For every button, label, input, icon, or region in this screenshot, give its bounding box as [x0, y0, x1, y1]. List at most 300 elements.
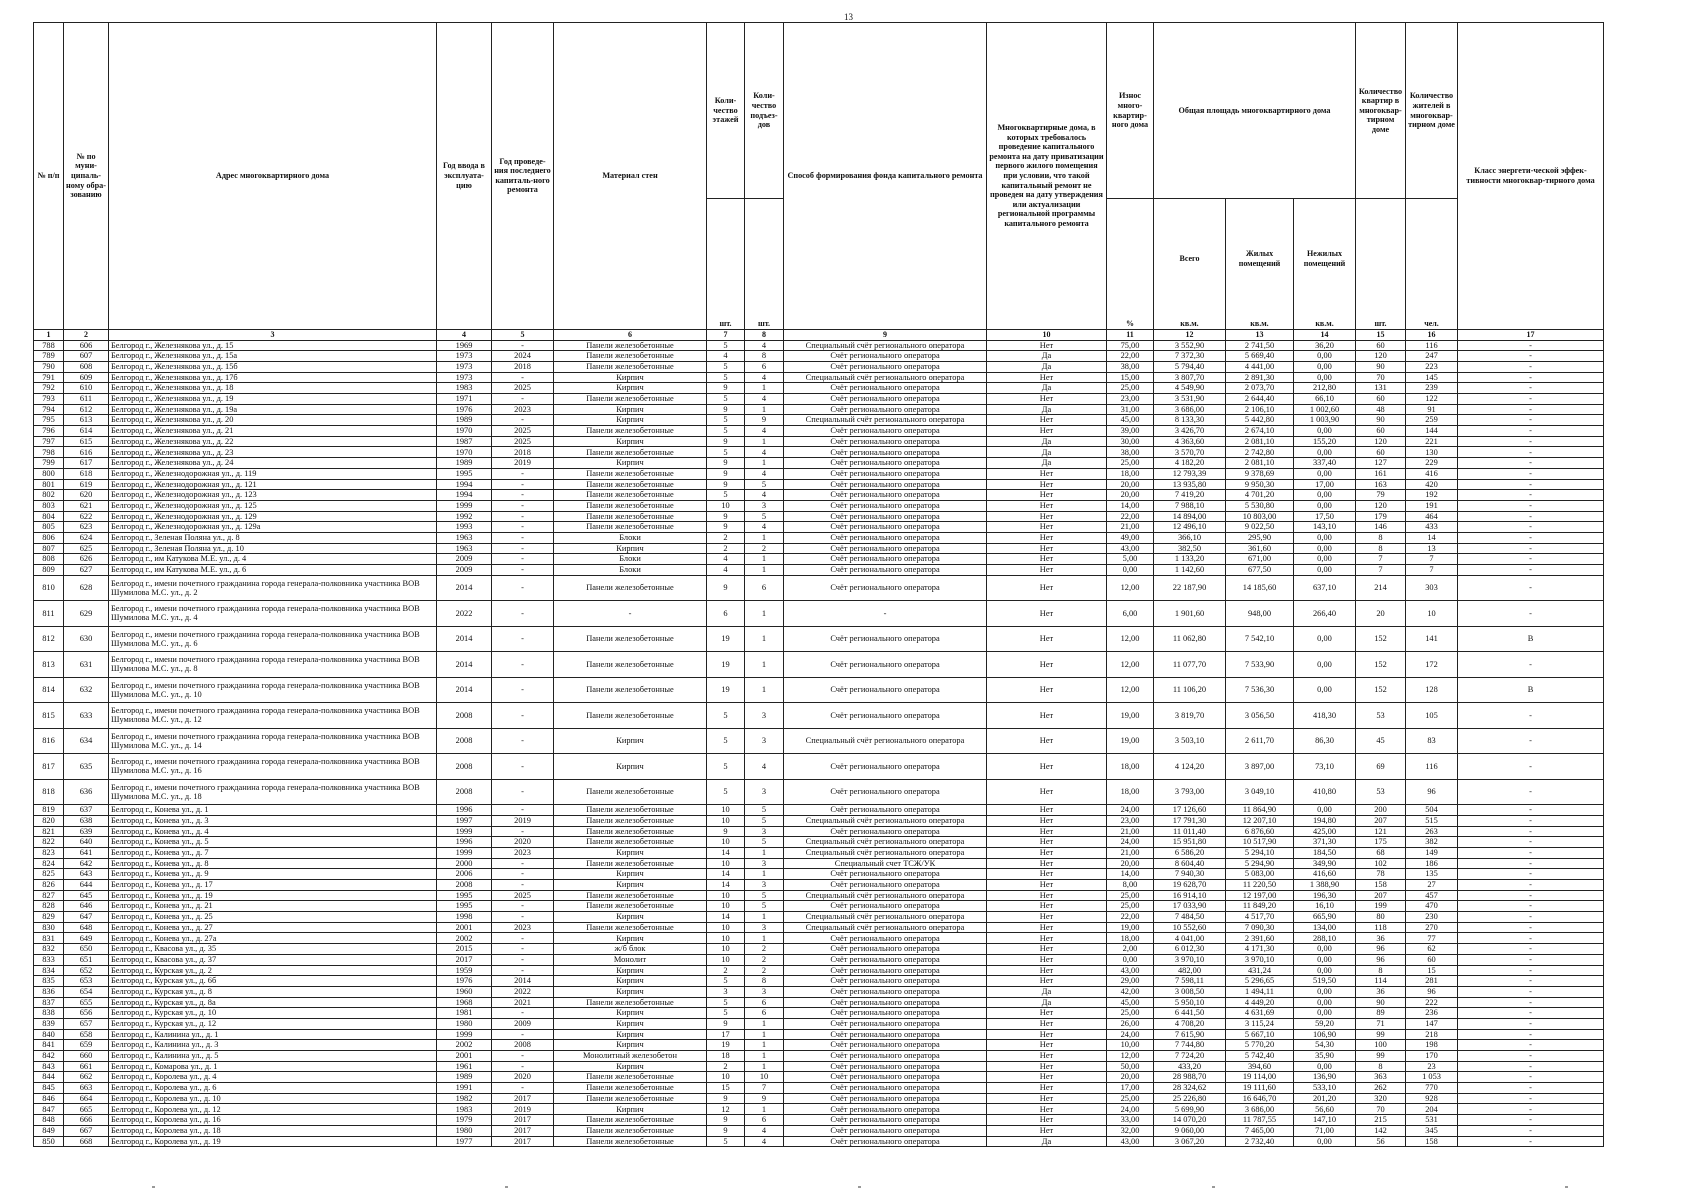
cell-area-living: 2 891,30	[1226, 372, 1294, 383]
cell-apartments: 163	[1356, 479, 1406, 490]
cell-area-living: 7 533,90	[1226, 652, 1294, 678]
table-row	[34, 404, 1604, 415]
cell-year-built: 1963	[437, 543, 492, 554]
cell-apartments: 131	[1356, 383, 1406, 394]
cell-row-num: 807	[34, 543, 64, 554]
cell-last-repair: -	[492, 912, 554, 923]
cell-area-living: 2 081,10	[1226, 458, 1294, 469]
cell-wall-material: Кирпич	[554, 1040, 707, 1051]
cell-wear: 42,00	[1107, 986, 1154, 997]
cell-floors: 5	[707, 703, 745, 729]
cell-residents: 130	[1406, 447, 1458, 458]
table-row	[34, 703, 1604, 729]
cell-apartments: 214	[1356, 575, 1406, 601]
cell-wear: 0,00	[1107, 954, 1154, 965]
cell-row-num: 805	[34, 522, 64, 533]
cell-fund-method: Специальный счёт регионального оператора	[784, 815, 987, 826]
cell-area-total: 382,50	[1154, 543, 1226, 554]
cell-wall-material: Панели железобетонные	[554, 490, 707, 501]
cell-year-built: 1977	[437, 1136, 492, 1147]
cell-area-nonliving: 0,00	[1294, 997, 1356, 1008]
cell-row-num: 846	[34, 1093, 64, 1104]
cell-wear: 25,00	[1107, 1008, 1154, 1019]
cell-row-num: 793	[34, 394, 64, 405]
table-row	[34, 1072, 1604, 1083]
cell-repair-required: Нет	[987, 944, 1107, 955]
cell-fund-method: Счёт регионального оператора	[784, 426, 987, 437]
cell-floors: 2	[707, 965, 745, 976]
table-row	[34, 847, 1604, 858]
cell-year-built: 1959	[437, 965, 492, 976]
cell-apartments: 179	[1356, 511, 1406, 522]
table-row	[34, 677, 1604, 703]
cell-entrances: 3	[745, 858, 784, 869]
cell-residents: 382	[1406, 837, 1458, 848]
cell-entrances: 4	[745, 1125, 784, 1136]
cell-year-built: 1994	[437, 479, 492, 490]
cell-repair-required: Нет	[987, 728, 1107, 754]
header-area-total: Всего	[1179, 254, 1200, 263]
cell-area-total: 7 940,30	[1154, 869, 1226, 880]
cell-apartments: 100	[1356, 1040, 1406, 1051]
cell-entrances: 1	[745, 626, 784, 652]
cell-area-total: 433,20	[1154, 1061, 1226, 1072]
table-row	[34, 458, 1604, 469]
cell-address: Белгород г., Квасова ул., д. 37	[109, 954, 437, 965]
cell-address: Белгород г., Конева ул., д. 4	[109, 826, 437, 837]
cell-area-living: 4 449,20	[1226, 997, 1294, 1008]
cell-floors: 10	[707, 500, 745, 511]
cell-area-total: 482,00	[1154, 965, 1226, 976]
cell-fund-method: Счёт регионального оператора	[784, 575, 987, 601]
cell-floors: 2	[707, 532, 745, 543]
cell-municipal-num: 662	[64, 1072, 109, 1083]
cell-area-living: 7 536,30	[1226, 677, 1294, 703]
cell-floors: 9	[707, 826, 745, 837]
cell-energy-class: -	[1458, 394, 1604, 405]
cell-fund-method: Счёт регионального оператора	[784, 944, 987, 955]
cell-area-nonliving: 56,60	[1294, 1104, 1356, 1115]
cell-fund-method: Счёт регионального оператора	[784, 901, 987, 912]
cell-area-living: 19 111,60	[1226, 1083, 1294, 1094]
cell-address: Белгород г., Железнякова ул., д. 21	[109, 426, 437, 437]
cell-wear: 6,00	[1107, 601, 1154, 627]
cell-energy-class: -	[1458, 601, 1604, 627]
cell-fund-method: Специальный счёт регионального оператора	[784, 847, 987, 858]
cell-entrances: 1	[745, 532, 784, 543]
cell-municipal-num: 643	[64, 869, 109, 880]
cell-municipal-num: 630	[64, 626, 109, 652]
cell-floors: 5	[707, 997, 745, 1008]
cell-year-built: 1973	[437, 361, 492, 372]
cell-floors: 5	[707, 1008, 745, 1019]
cell-area-nonliving: 0,00	[1294, 677, 1356, 703]
cell-area-total: 3 067,20	[1154, 1136, 1226, 1147]
column-number: 9	[784, 329, 987, 340]
cell-wear: 24,00	[1107, 1104, 1154, 1115]
cell-entrances: 1	[745, 677, 784, 703]
cell-row-num: 802	[34, 490, 64, 501]
cell-energy-class: -	[1458, 522, 1604, 533]
cell-area-nonliving: 17,50	[1294, 511, 1356, 522]
cell-residents: 186	[1406, 858, 1458, 869]
cell-wear: 22,00	[1107, 912, 1154, 923]
column-number: 13	[1226, 329, 1294, 340]
cell-year-built: 2002	[437, 1040, 492, 1051]
cell-address: Белгород г., имени почетного гражданина города генерала-полковника участника ВОВ Шумилова М.С. ул., д. 4	[109, 601, 437, 627]
table-row	[34, 351, 1604, 362]
cell-area-nonliving: 59,20	[1294, 1018, 1356, 1029]
header-area-group: Общая площадь многоквартирного дома	[1154, 23, 1356, 199]
cell-fund-method: Счёт регионального оператора	[784, 522, 987, 533]
cell-area-living: 7 542,10	[1226, 626, 1294, 652]
cell-municipal-num: 640	[64, 837, 109, 848]
cell-wall-material: Панели железобетонные	[554, 361, 707, 372]
table-row	[34, 965, 1604, 976]
cell-address: Белгород г., Железнякова ул., д. 19	[109, 394, 437, 405]
table-row	[34, 997, 1604, 1008]
column-number: 4	[437, 329, 492, 340]
cell-row-num: 829	[34, 912, 64, 923]
cell-last-repair: -	[492, 394, 554, 405]
cell-apartments: 152	[1356, 652, 1406, 678]
cell-wear: 2,00	[1107, 944, 1154, 955]
cell-repair-required: Да	[987, 1136, 1107, 1147]
cell-last-repair: -	[492, 1061, 554, 1072]
cell-area-living: 9 950,30	[1226, 479, 1294, 490]
cell-wear: 29,00	[1107, 976, 1154, 987]
cell-floors: 10	[707, 858, 745, 869]
cell-fund-method: Счёт регионального оператора	[784, 490, 987, 501]
cell-municipal-num: 665	[64, 1104, 109, 1115]
cell-entrances: 10	[745, 1072, 784, 1083]
cell-area-total: 11 077,70	[1154, 652, 1226, 678]
cell-entrances: 6	[745, 1115, 784, 1126]
cell-municipal-num: 621	[64, 500, 109, 511]
cell-entrances: 1	[745, 1040, 784, 1051]
cell-energy-class: -	[1458, 1083, 1604, 1094]
cell-fund-method: Счёт регионального оператора	[784, 1115, 987, 1126]
cell-row-num: 798	[34, 447, 64, 458]
cell-municipal-num: 658	[64, 1029, 109, 1040]
cell-residents: 15	[1406, 965, 1458, 976]
cell-year-built: 1961	[437, 1061, 492, 1072]
cell-apartments: 71	[1356, 1018, 1406, 1029]
cell-entrances: 4	[745, 394, 784, 405]
cell-municipal-num: 666	[64, 1115, 109, 1126]
cell-apartments: 199	[1356, 901, 1406, 912]
cell-wear: 12,00	[1107, 677, 1154, 703]
cell-wall-material: Кирпич	[554, 404, 707, 415]
cell-area-nonliving: 266,40	[1294, 601, 1356, 627]
cell-residents: 229	[1406, 458, 1458, 469]
cell-address: Белгород г., Железнодорожная ул., д. 125	[109, 500, 437, 511]
cell-fund-method: -	[784, 601, 987, 627]
cell-row-num: 795	[34, 415, 64, 426]
cell-entrances: 1	[745, 869, 784, 880]
cell-municipal-num: 625	[64, 543, 109, 554]
cell-repair-required: Да	[987, 447, 1107, 458]
cell-last-repair: 2019	[492, 1104, 554, 1115]
cell-year-built: 1999	[437, 1029, 492, 1040]
cell-address: Белгород г., Железнякова ул., д. 15б	[109, 361, 437, 372]
cell-energy-class: -	[1458, 728, 1604, 754]
cell-wear: 24,00	[1107, 1029, 1154, 1040]
cell-address: Белгород г., Королева ул., д. 16	[109, 1115, 437, 1126]
cell-row-num: 799	[34, 458, 64, 469]
cell-row-num: 843	[34, 1061, 64, 1072]
cell-residents: 116	[1406, 340, 1458, 351]
cell-floors: 9	[707, 468, 745, 479]
cell-area-total: 28 988,70	[1154, 1072, 1226, 1083]
cell-row-num: 832	[34, 944, 64, 955]
cell-fund-method: Счёт регионального оператора	[784, 383, 987, 394]
cell-floors: 19	[707, 652, 745, 678]
cell-wear: 31,00	[1107, 404, 1154, 415]
cell-municipal-num: 609	[64, 372, 109, 383]
cell-area-total: 12 496,10	[1154, 522, 1226, 533]
cell-entrances: 9	[745, 1093, 784, 1104]
header-num: № п/п	[34, 23, 64, 330]
cell-entrances: 5	[745, 511, 784, 522]
cell-year-built: 1995	[437, 468, 492, 479]
cell-municipal-num: 634	[64, 728, 109, 754]
cell-floors: 9	[707, 511, 745, 522]
cell-area-total: 1 133,20	[1154, 554, 1226, 565]
cell-repair-required: Нет	[987, 858, 1107, 869]
cell-wall-material: Панели железобетонные	[554, 826, 707, 837]
header-residents: Количество жителей в многоквар-тирном доме	[1406, 23, 1458, 199]
header-address: Адрес многоквартирного дома	[109, 23, 437, 330]
cell-apartments: 60	[1356, 340, 1406, 351]
cell-row-num: 847	[34, 1104, 64, 1115]
cell-year-built: 2009	[437, 565, 492, 576]
cell-energy-class: В	[1458, 626, 1604, 652]
cell-area-living: 3 897,00	[1226, 754, 1294, 780]
cell-address: Белгород г., Железнякова ул., д. 19а	[109, 404, 437, 415]
cell-wall-material: Панели железобетонные	[554, 901, 707, 912]
cell-entrances: 8	[745, 976, 784, 987]
cell-repair-required: Да	[987, 361, 1107, 372]
cell-year-built: 1963	[437, 532, 492, 543]
cell-address: Белгород г., им Катукова М.Е. ул., д. 6	[109, 565, 437, 576]
cell-address: Белгород г., Конева ул., д. 8	[109, 858, 437, 869]
cell-area-total: 3 970,10	[1154, 954, 1226, 965]
cell-floors: 9	[707, 436, 745, 447]
cell-area-living: 4 171,30	[1226, 944, 1294, 955]
cell-entrances: 1	[745, 1051, 784, 1062]
cell-year-built: 1996	[437, 805, 492, 816]
cell-fund-method: Специальный счёт регионального оператора	[784, 837, 987, 848]
cell-energy-class: -	[1458, 1040, 1604, 1051]
cell-row-num: 825	[34, 869, 64, 880]
cell-last-repair: 2025	[492, 890, 554, 901]
cell-entrances: 1	[745, 912, 784, 923]
table-row	[34, 858, 1604, 869]
table-row	[34, 869, 1604, 880]
cell-fund-method: Счёт регионального оператора	[784, 754, 987, 780]
cell-address: Белгород г., им Катукова М.Е. ул., д. 4	[109, 554, 437, 565]
cell-energy-class: -	[1458, 436, 1604, 447]
cell-floors: 5	[707, 415, 745, 426]
cell-wear: 26,00	[1107, 1018, 1154, 1029]
cell-residents: 96	[1406, 779, 1458, 805]
cell-area-total: 8 133,30	[1154, 415, 1226, 426]
cell-energy-class: -	[1458, 779, 1604, 805]
cell-address: Белгород г., Конева ул., д. 9	[109, 869, 437, 880]
cell-repair-required: Нет	[987, 340, 1107, 351]
cell-municipal-num: 635	[64, 754, 109, 780]
cell-repair-required: Нет	[987, 1115, 1107, 1126]
cell-entrances: 3	[745, 986, 784, 997]
cell-area-nonliving: 212,80	[1294, 383, 1356, 394]
cell-residents: 14	[1406, 532, 1458, 543]
cell-area-total: 4 549,90	[1154, 383, 1226, 394]
cell-row-num: 850	[34, 1136, 64, 1147]
cell-apartments: 90	[1356, 415, 1406, 426]
cell-area-nonliving: 71,00	[1294, 1125, 1356, 1136]
cell-area-nonliving: 0,00	[1294, 626, 1356, 652]
cell-area-nonliving: 337,40	[1294, 458, 1356, 469]
cell-entrances: 4	[745, 340, 784, 351]
cell-municipal-num: 638	[64, 815, 109, 826]
cell-address: Белгород г., Королева ул., д. 19	[109, 1136, 437, 1147]
cell-area-living: 2 732,40	[1226, 1136, 1294, 1147]
cell-energy-class: -	[1458, 554, 1604, 565]
column-number: 16	[1406, 329, 1458, 340]
cell-municipal-num: 608	[64, 361, 109, 372]
cell-area-total: 6 586,20	[1154, 847, 1226, 858]
cell-fund-method: Счёт регионального оператора	[784, 361, 987, 372]
cell-row-num: 790	[34, 361, 64, 372]
column-number: 14	[1294, 329, 1356, 340]
cell-area-living: 4 517,70	[1226, 912, 1294, 923]
cell-municipal-num: 610	[64, 383, 109, 394]
cell-year-built: 1998	[437, 912, 492, 923]
cell-area-total: 7 419,20	[1154, 490, 1226, 501]
cell-wear: 25,00	[1107, 890, 1154, 901]
cell-repair-required: Нет	[987, 912, 1107, 923]
cell-row-num: 833	[34, 954, 64, 965]
cell-municipal-num: 661	[64, 1061, 109, 1072]
cell-area-living: 361,60	[1226, 543, 1294, 554]
table-row	[34, 944, 1604, 955]
cell-last-repair: 2014	[492, 976, 554, 987]
cell-last-repair: -	[492, 901, 554, 912]
cell-apartments: 200	[1356, 805, 1406, 816]
cell-energy-class: -	[1458, 965, 1604, 976]
cell-year-built: 2002	[437, 933, 492, 944]
cell-fund-method: Счёт регионального оператора	[784, 1051, 987, 1062]
cell-area-nonliving: 0,00	[1294, 944, 1356, 955]
cell-fund-method: Счёт регионального оператора	[784, 652, 987, 678]
cell-residents: 91	[1406, 404, 1458, 415]
cell-wear: 12,00	[1107, 575, 1154, 601]
cell-wall-material: Панели железобетонные	[554, 351, 707, 362]
cell-municipal-num: 614	[64, 426, 109, 437]
cell-area-living: 9 022,50	[1226, 522, 1294, 533]
cell-entrances: 1	[745, 436, 784, 447]
cell-wall-material: Панели железобетонные	[554, 1083, 707, 1094]
table-row	[34, 1136, 1604, 1147]
cell-apartments: 36	[1356, 933, 1406, 944]
cell-entrances: 1	[745, 1029, 784, 1040]
cell-area-nonliving: 35,90	[1294, 1051, 1356, 1062]
cell-row-num: 791	[34, 372, 64, 383]
cell-area-total: 7 484,50	[1154, 912, 1226, 923]
cell-last-repair: -	[492, 869, 554, 880]
cell-energy-class: -	[1458, 815, 1604, 826]
cell-wall-material: Панели железобетонные	[554, 479, 707, 490]
cell-municipal-num: 667	[64, 1125, 109, 1136]
cell-row-num: 801	[34, 479, 64, 490]
cell-wall-material: Кирпич	[554, 880, 707, 891]
cell-municipal-num: 650	[64, 944, 109, 955]
cell-year-built: 1987	[437, 436, 492, 447]
cell-repair-required: Нет	[987, 880, 1107, 891]
cell-wear: 8,00	[1107, 880, 1154, 891]
table-row	[34, 880, 1604, 891]
cell-last-repair: -	[492, 652, 554, 678]
cell-energy-class: -	[1458, 565, 1604, 576]
cell-apartments: 142	[1356, 1125, 1406, 1136]
cell-repair-required: Нет	[987, 826, 1107, 837]
cell-apartments: 79	[1356, 490, 1406, 501]
cell-last-repair: 2008	[492, 1040, 554, 1051]
cell-wear: 43,00	[1107, 965, 1154, 976]
cell-last-repair: -	[492, 933, 554, 944]
cell-address: Белгород г., Зеленая Поляна ул., д. 8	[109, 532, 437, 543]
cell-address: Белгород г., Железнякова ул., д. 22	[109, 436, 437, 447]
cell-area-living: 2 073,70	[1226, 383, 1294, 394]
cell-row-num: 824	[34, 858, 64, 869]
cell-repair-required: Нет	[987, 922, 1107, 933]
cell-area-nonliving: 0,00	[1294, 986, 1356, 997]
cell-floors: 14	[707, 912, 745, 923]
cell-floors: 9	[707, 1093, 745, 1104]
cell-wear: 22,00	[1107, 351, 1154, 362]
cell-area-living: 2 081,10	[1226, 436, 1294, 447]
cell-floors: 15	[707, 1083, 745, 1094]
cell-floors: 9	[707, 1125, 745, 1136]
cell-residents: 230	[1406, 912, 1458, 923]
cell-repair-required: Нет	[987, 1072, 1107, 1083]
cell-last-repair: 2025	[492, 383, 554, 394]
cell-entrances: 3	[745, 779, 784, 805]
cell-apartments: 99	[1356, 1029, 1406, 1040]
cell-wall-material: Кирпич	[554, 458, 707, 469]
housing-register	[33, 22, 1603, 1147]
cell-wall-material: Панели железобетонные	[554, 815, 707, 826]
cell-entrances: 3	[745, 500, 784, 511]
cell-wall-material: Панели железобетонные	[554, 394, 707, 405]
cell-area-total: 14 894,00	[1154, 511, 1226, 522]
cell-repair-required: Нет	[987, 901, 1107, 912]
header-energy-class: Класс энергети-ческой эффек-тивности многоквар-тирного дома	[1458, 23, 1604, 330]
cell-year-built: 1999	[437, 826, 492, 837]
cell-repair-required: Нет	[987, 468, 1107, 479]
cell-year-built: 1996	[437, 837, 492, 848]
cell-residents: 457	[1406, 890, 1458, 901]
header-repair-required: Многоквартирные дома, в которых требовалось проведение капитального ремонта на дату приватизации первого жилого помещения при условии, что такой капитальный ремонт не проведен на дату утверждения или актуализации региональной программы капитального ремонта	[987, 23, 1107, 330]
cell-last-repair: -	[492, 468, 554, 479]
cell-floors: 5	[707, 361, 745, 372]
cell-municipal-num: 652	[64, 965, 109, 976]
cell-wear: 25,00	[1107, 1093, 1154, 1104]
cell-wear: 38,00	[1107, 447, 1154, 458]
cell-address: Белгород г., Комарова ул., д. 1	[109, 1061, 437, 1072]
cell-apartments: 363	[1356, 1072, 1406, 1083]
